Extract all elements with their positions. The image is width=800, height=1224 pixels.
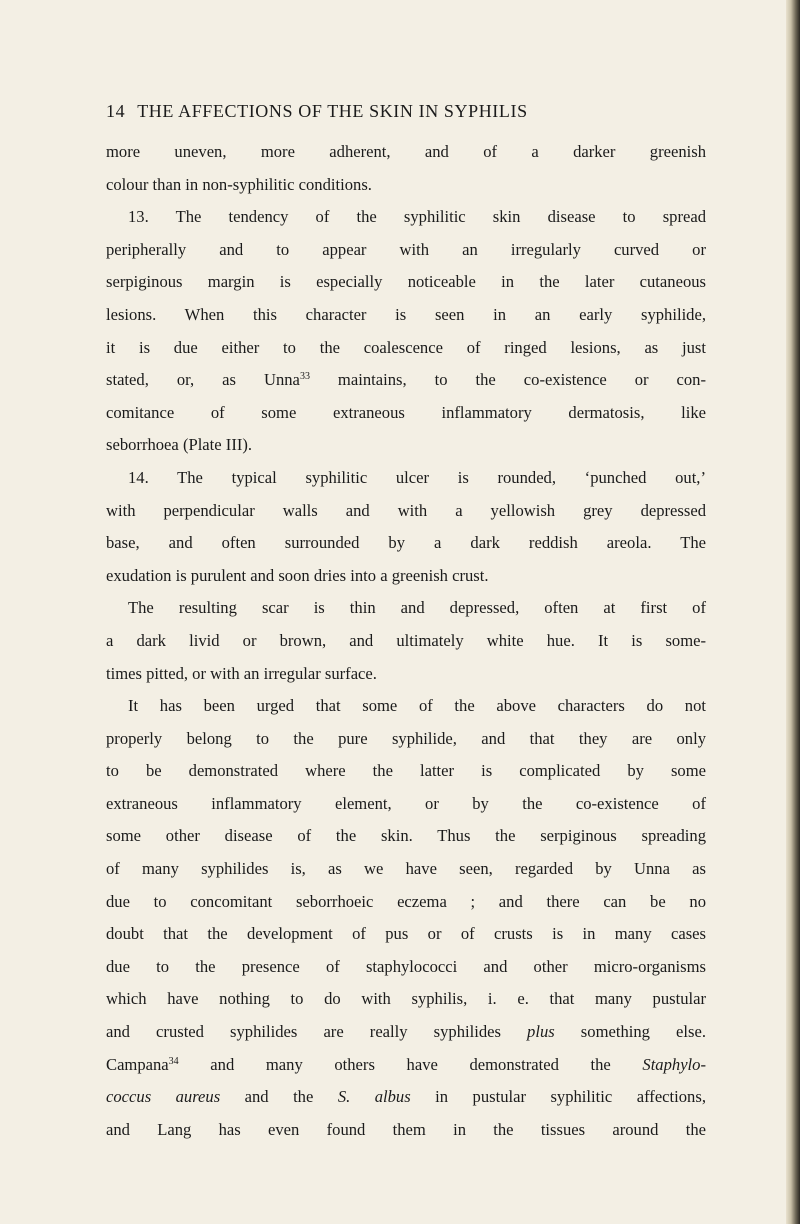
body-text [106, 136, 706, 1146]
text-line: colour than in non-syphilitic conditions. [106, 174, 372, 194]
text-line: base, and often surrounded by a dark reddish areola. The [106, 533, 706, 553]
footnote-ref-33: 33 [299, 371, 310, 383]
text-line: coccus aureus and the S. albus in pustular syphilitic affections, [106, 1087, 706, 1107]
text-line: a dark livid or brown, and ultimately white hue. It is some- [106, 630, 706, 650]
footnote-ref-34: 34 [168, 1055, 179, 1067]
text-line: to be demonstrated where the latter is complicated by some [106, 761, 706, 781]
paragraph-14-start: 14. The typical syphilitic ulcer is rounded, ‘punched out,’ [128, 467, 706, 487]
text-line: lesions. When this character is seen in an early syphilide, [106, 304, 706, 324]
italic-plus: plus [527, 1022, 555, 1042]
text-line: more uneven, more adherent, and of a darker greenish [106, 142, 706, 161]
paragraph-start: It has been urged that some of the above characters do not [128, 696, 706, 716]
page-edge-shadow [786, 0, 800, 1224]
text-line: which have nothing to do with syphilis, i. e. that many pustular [106, 989, 706, 1009]
text-line: Campana$^{34}$ and many others have demonstrated the Staphylo- [106, 1054, 706, 1074]
text-line: times pitted, or with an irregular surface. [106, 663, 377, 683]
italic-taxon: S. albus [337, 1087, 411, 1107]
text-line: some other disease of the skin. Thus the serpiginous spreading [106, 826, 706, 846]
paragraph-start: The resulting scar is thin and depressed, often at first of [128, 598, 706, 618]
text-line: doubt that the development of pus or of crusts is in many cases [106, 924, 706, 944]
running-header [106, 101, 706, 122]
text-line: properly belong to the pure syphilide, and that they are only [106, 728, 706, 748]
italic-taxon: Staphylo- [642, 1054, 706, 1074]
text-line: extraneous inflammatory element, or by the co-existence of [106, 793, 706, 813]
text-line: comitance of some extraneous inflammatory dermatosis, like [106, 402, 706, 422]
text-line: and crusted syphilides are really syphilides plus something else. [106, 1022, 706, 1042]
text-line: with perpendicular walls and with a yellowish grey depressed [106, 500, 706, 520]
text-line: and Lang has even found them in the tissues around the [106, 1119, 706, 1139]
text-line: due to concomitant seborrhoeic eczema ; and there can be no [106, 891, 706, 911]
text-line: stated, or, as Unna$^{33}$ maintains, to the co-existence or con- [106, 370, 707, 390]
text-line: exudation is purulent and soon dries into a greenish crust. [106, 565, 489, 585]
text-line: serpiginous margin is especially noticeable in the later cutaneous [106, 272, 706, 292]
running-title: THE AFFECTIONS OF THE SKIN IN SYPHILIS [137, 101, 528, 121]
text-line: it is due either to the coalescence of ringed lesions, as just [106, 337, 706, 357]
text-line: peripherally and to appear with an irregularly curved or [106, 239, 706, 259]
italic-taxon: coccus aureus [106, 1087, 221, 1107]
text-line: of many syphilides is, as we have seen, regarded by Unna as [106, 859, 706, 879]
paragraph-13-start: 13. The tendency of the syphilitic skin disease to spread [128, 207, 706, 227]
text-line: seborrhoea (Plate III). [106, 435, 253, 455]
text-line: due to the presence of staphylococci and other micro-organisms [106, 956, 706, 976]
page-number: 14 [106, 101, 126, 121]
